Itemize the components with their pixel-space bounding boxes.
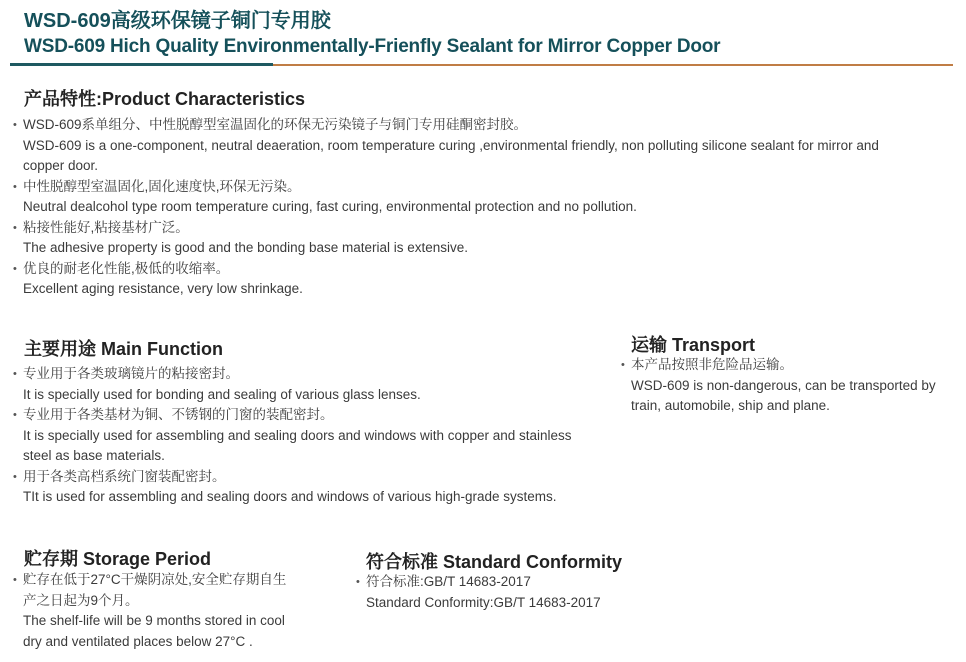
characteristics-line: copper door. (23, 158, 99, 173)
transport-line: train, automobile, ship and plane. (631, 398, 830, 413)
conformity-body (366, 572, 601, 613)
title-divider-copper (273, 64, 953, 66)
function-line: It is specially used for assembling and sealing doors and windows with copper and stainless (23, 427, 572, 443)
storage-heading: 贮存期 Storage Period (24, 549, 212, 569)
characteristics-line: • WSD-609系单组分、中性脱醇型室温固化的环保无污染镜子与铜门专用硅酮密封胶。 (23, 115, 879, 136)
function-line: • 专业用于各类基材为铜、不锈钢的门窗的装配密封。 (23, 405, 572, 426)
function-line: • 用于各类高档系统门窗装配密封。 (23, 467, 572, 488)
characteristics-line: Excellent aging resistance, very low shrinkage. (23, 281, 303, 296)
storage-line: • 贮存在低于27°C干燥阴凉处,安全贮存期自生 (23, 570, 286, 591)
function-line: • 专业用于各类玻璃镜片的粘接密封。 (23, 364, 572, 385)
characteristics-heading: 产品特性:Product Characteristics (24, 89, 306, 109)
function-body (23, 364, 572, 508)
function-line: It is specially used for bonding and sealing of various glass lenses. (23, 386, 421, 402)
characteristics-line: • 优良的耐老化性能,极低的收缩率。 (23, 259, 879, 280)
characteristics-line: • 粘接性能好,粘接基材广泛。 (23, 218, 879, 239)
characteristics-line: The adhesive property is good and the bonding base material is extensive. (23, 240, 469, 255)
characteristics-line: WSD-609 is a one-component, neutral deaeration, room temperature curing ,environmental friendly, non polluting silicone sealant for mirror and (23, 137, 879, 153)
document-title-english: WSD-609 Hich Quality Environmentally-Frienfly Sealant for Mirror Copper Door (24, 36, 721, 57)
conformity-line: • 符合标准:GB/T 14683-2017 (366, 572, 601, 593)
conformity-line: Standard Conformity:GB/T 14683-2017 (366, 594, 601, 610)
storage-line: The shelf-life will be 9 months stored in cool (23, 613, 285, 628)
transport-heading: 运输 Transport (631, 335, 756, 355)
characteristics-line: Neutral dealcohol type room temperature curing, fast curing, environmental protection and no pollution. (23, 199, 637, 214)
function-line: steel as base materials. (23, 448, 165, 463)
title-divider-teal (10, 63, 273, 66)
transport-line: WSD-609 is non-dangerous, can be transported by (631, 377, 936, 393)
storage-line: 产之日起为9个月。 (23, 592, 139, 608)
transport-body (631, 355, 936, 417)
storage-body (23, 570, 286, 652)
document-title-chinese: WSD-609高级环保镜子铜门专用胶 (24, 10, 331, 32)
characteristics-body (23, 115, 879, 300)
conformity-heading: 符合标准 Standard Conformity (366, 552, 623, 572)
storage-line: dry and ventilated places below 27°C . (23, 633, 253, 649)
transport-line: • 本产品按照非危险品运输。 (631, 355, 936, 376)
characteristics-line: • 中性脱醇型室温固化,固化速度快,环保无污染。 (23, 177, 879, 198)
function-line: TIt is used for assembling and sealing doors and windows of various high-grade systems. (23, 489, 557, 504)
function-heading: 主要用途 Main Function (24, 339, 223, 359)
